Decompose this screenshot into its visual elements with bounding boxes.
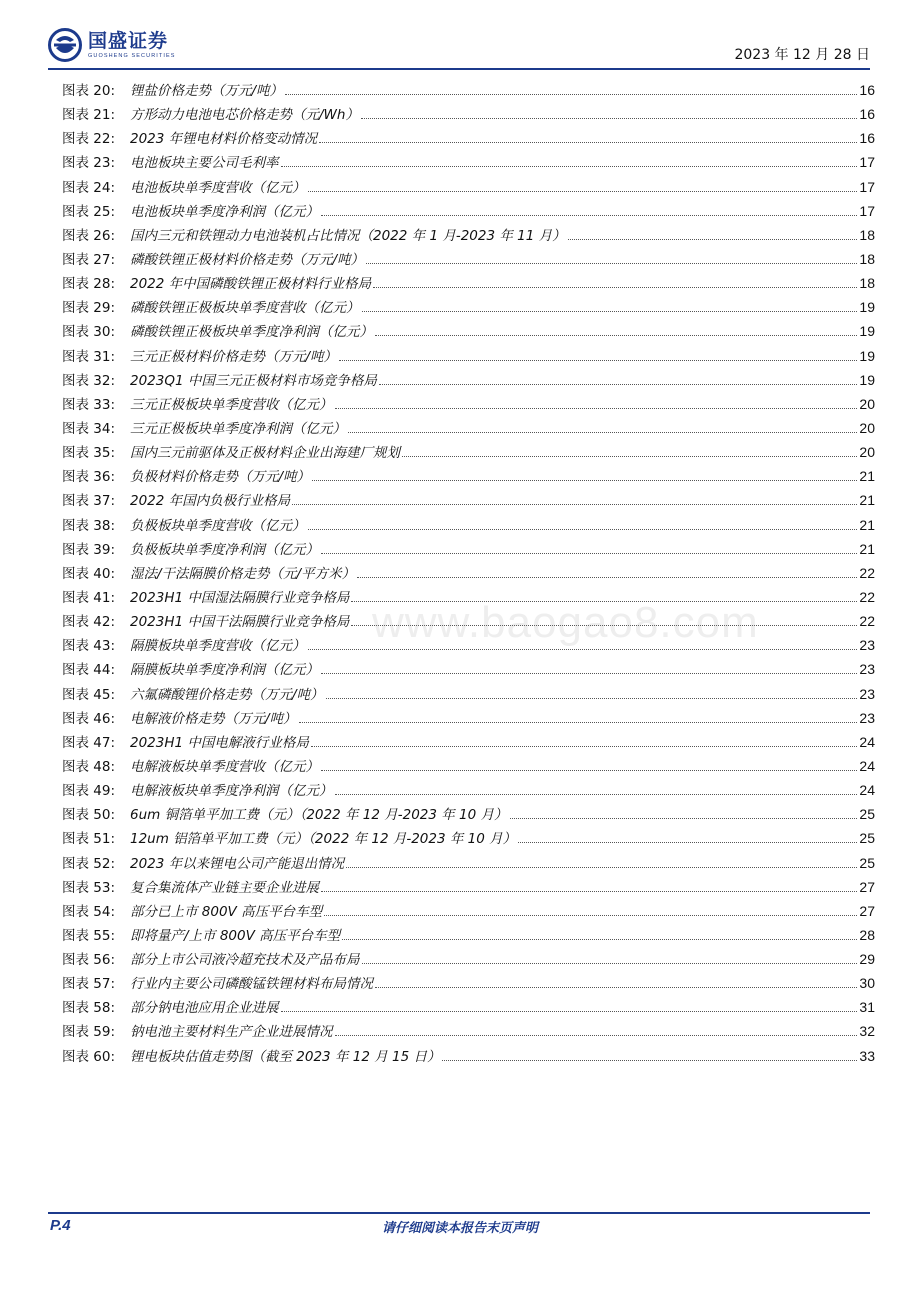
toc-entry-page[interactable]: 23: [859, 709, 875, 726]
toc-entry-title[interactable]: 2023 年以来锂电公司产能退出情况: [130, 855, 345, 872]
toc-dot-leader: [568, 238, 858, 240]
footer-disclaimer: 请仔细阅读本报告末页声明: [381, 1221, 538, 1236]
toc-entry-page[interactable]: 23: [859, 661, 875, 678]
toc-entry-label: 图表 38:: [62, 517, 116, 534]
toc-entry-label: 图表 20:: [62, 83, 116, 99]
toc-entry-label: 图表 60:: [62, 1048, 116, 1065]
toc-dot-leader: [285, 93, 857, 95]
toc-entry-title[interactable]: 部分上市公司液冷超充技术及产品布局: [130, 952, 360, 969]
toc-entry-page[interactable]: 22: [859, 564, 875, 581]
toc-entry-page[interactable]: 20: [859, 444, 875, 461]
toc-entry[interactable]: [62, 127, 875, 151]
toc-entry-title[interactable]: 2023H1 中国干法隔膜行业竞争格局: [130, 614, 350, 631]
toc-entry-title[interactable]: 6um 铜箔单平加工费（元）（2022 年 12 月-2023 年 10 月）: [130, 807, 508, 824]
toc-entry-title[interactable]: 磷酸铁锂正极板块单季度净利润（亿元）: [130, 324, 373, 341]
toc-entry-label: 图表 57:: [62, 976, 116, 993]
toc-dot-leader: [321, 890, 857, 892]
toc-entry-label: 图表 58:: [62, 1000, 116, 1017]
watermark: www.baogao8.com: [372, 598, 759, 647]
toc-entry-title[interactable]: 2023H1 中国电解液行业格局: [130, 734, 309, 751]
toc-entry-page[interactable]: 19: [859, 371, 875, 388]
toc-entry-title[interactable]: 负极板块单季度净利润（亿元）: [130, 541, 319, 558]
toc-entry-label: 图表 31:: [62, 348, 116, 365]
toc-entry-title[interactable]: 三元正极材料价格走势（万元/吨）: [130, 348, 338, 365]
toc-entry[interactable]: [62, 876, 875, 900]
toc-entry-label: 图表 36:: [62, 469, 116, 486]
toc-dot-leader: [335, 407, 858, 409]
toc-entry[interactable]: [62, 393, 875, 417]
toc-entry-label: 图表 43:: [62, 638, 116, 655]
toc-entry-title[interactable]: 负极板块单季度营收（亿元）: [130, 517, 306, 534]
toc-entry[interactable]: [62, 948, 875, 972]
toc-entry-label: 图表 35:: [62, 445, 116, 462]
toc-entry-title[interactable]: 隔膜板块单季度营收（亿元）: [130, 638, 306, 655]
toc-entry-label: 图表 40:: [62, 565, 116, 582]
toc-entry-page[interactable]: 16: [859, 130, 875, 147]
toc-entry-page[interactable]: 21: [859, 540, 875, 557]
toc-entry-page[interactable]: 24: [859, 733, 875, 750]
toc-entry-label: 图表 37:: [62, 493, 116, 510]
toc-dot-leader: [373, 286, 857, 288]
toc-entry-label: 图表 22:: [62, 131, 116, 148]
toc-entry-title[interactable]: 国内三元前驱体及正极材料企业出海建厂规划: [130, 445, 400, 462]
toc-entry-page[interactable]: 31: [859, 999, 875, 1016]
toc-entry-title[interactable]: 电解液板块单季度净利润（亿元）: [130, 783, 333, 800]
toc-dot-leader: [366, 262, 857, 264]
toc-entry-page[interactable]: 16: [859, 82, 875, 98]
toc-entry-label: 图表 49:: [62, 783, 116, 800]
toc-dot-leader: [342, 938, 857, 940]
toc-entry-title[interactable]: 锂盐价格走势（万元/吨）: [130, 83, 284, 99]
brand-logo: [48, 26, 176, 64]
toc-entry-title[interactable]: 部分已上市 800V 高压平台车型: [130, 903, 323, 920]
toc-entry[interactable]: [62, 658, 875, 682]
toc-entry-page[interactable]: 23: [859, 685, 875, 702]
toc-dot-leader: [346, 866, 857, 868]
toc-entry-page[interactable]: 30: [859, 975, 875, 992]
toc-dot-leader: [326, 697, 858, 699]
toc-entry[interactable]: [62, 538, 875, 562]
page-number: P.4: [50, 1217, 71, 1234]
toc-dot-leader: [362, 310, 858, 312]
toc-dot-leader: [312, 479, 857, 481]
toc-entry-page[interactable]: 23: [859, 637, 875, 654]
toc-entry[interactable]: [62, 465, 875, 489]
page-header: [48, 26, 870, 64]
toc-entry-page[interactable]: 17: [859, 178, 875, 195]
toc-entry-title[interactable]: 三元正极板块单季度净利润（亿元）: [130, 420, 346, 437]
toc-entry[interactable]: [62, 224, 875, 248]
toc-entry-title[interactable]: 钠电池主要材料生产企业进展情况: [130, 1024, 333, 1041]
toc-entry-page[interactable]: 24: [859, 757, 875, 774]
toc-dot-leader: [348, 431, 857, 433]
toc-entry-label: 图表 27:: [62, 251, 116, 268]
toc-dot-leader: [281, 165, 858, 167]
toc-entry-label: 图表 41:: [62, 589, 116, 606]
toc-entry-label: 图表 29:: [62, 300, 116, 317]
toc-entry-page[interactable]: 20: [859, 395, 875, 412]
toc-entry[interactable]: [62, 320, 875, 344]
toc-entry-title[interactable]: 三元正极板块单季度营收（亿元）: [130, 396, 333, 413]
toc-entry-label: 图表 42:: [62, 614, 116, 631]
footer-divider: [48, 1212, 870, 1214]
brand-name-en: GUOSHENG SECURITIES: [88, 53, 176, 59]
toc-entry-label: 图表 28:: [62, 276, 116, 293]
toc-dot-leader: [308, 190, 858, 192]
toc-dot-leader: [357, 576, 857, 578]
toc-dot-leader: [321, 769, 857, 771]
toc-entry[interactable]: [62, 755, 875, 779]
toc-entry-title[interactable]: 电解液板块单季度营收（亿元）: [130, 758, 319, 775]
toc-entry-title[interactable]: 电池板块单季度营收（亿元）: [130, 179, 306, 196]
toc-entry-page[interactable]: 17: [859, 202, 875, 219]
toc-entry[interactable]: [62, 1045, 875, 1069]
toc-entry-label: 图表 33:: [62, 396, 116, 413]
toc-entry-label: 图表 23:: [62, 155, 116, 172]
toc-entry-title[interactable]: 磷酸铁锂正极板块单季度营收（亿元）: [130, 300, 360, 317]
toc-dot-leader: [321, 214, 857, 216]
guosheng-logo-icon: [48, 28, 82, 62]
toc-entry-title[interactable]: 2023H1 中国湿法隔膜行业竞争格局: [130, 589, 350, 606]
toc-entry-page[interactable]: 24: [859, 782, 875, 799]
toc-dot-leader: [319, 141, 857, 143]
toc-entry-page[interactable]: 21: [859, 516, 875, 533]
toc-entry-title[interactable]: 隔膜板块单季度净利润（亿元）: [130, 662, 319, 679]
toc-entry[interactable]: [62, 417, 875, 441]
toc-entry-title[interactable]: 部分钠电池应用企业进展: [130, 1000, 279, 1017]
toc-entry[interactable]: [62, 489, 875, 513]
toc-entry[interactable]: [62, 200, 875, 224]
toc-entry[interactable]: [62, 248, 875, 272]
toc-entry-title[interactable]: 2023Q1 中国三元正极材料市场竞争格局: [130, 372, 377, 389]
toc-entry-title[interactable]: 行业内主要公司磷酸锰铁锂材料布局情况: [130, 976, 373, 993]
toc-entry-label: 图表 51:: [62, 831, 116, 848]
toc-dot-leader: [361, 117, 857, 119]
toc-entry-title[interactable]: 电解液价格走势（万元/吨）: [130, 710, 297, 727]
toc-entry-page[interactable]: 33: [859, 1047, 875, 1064]
toc-entry[interactable]: [62, 272, 875, 296]
toc-entry-title[interactable]: 六氟磷酸锂价格走势（万元/吨）: [130, 686, 324, 703]
toc-entry-page[interactable]: 17: [859, 154, 875, 171]
toc-dot-leader: [292, 503, 857, 505]
toc-entry-page[interactable]: 22: [859, 613, 875, 630]
toc-dot-leader: [311, 745, 858, 747]
toc-entry-label: 图表 56:: [62, 952, 116, 969]
toc-entry-page[interactable]: 32: [859, 1023, 875, 1040]
toc-entry-label: 图表 55:: [62, 927, 116, 944]
toc-entry-label: 图表 24:: [62, 179, 116, 196]
toc-entry-page[interactable]: 22: [859, 588, 875, 605]
toc-entry-page[interactable]: 20: [859, 419, 875, 436]
toc-entry-page[interactable]: 27: [859, 878, 875, 895]
toc-entry[interactable]: [62, 176, 875, 200]
toc-entry-page[interactable]: 29: [859, 951, 875, 968]
toc-entry-page[interactable]: 28: [859, 926, 875, 943]
toc-entry-title[interactable]: 锂电板块估值走势图（截至 2023 年 12 月 15 日）: [130, 1048, 441, 1065]
toc-entry[interactable]: [62, 683, 875, 707]
toc-dot-leader: [321, 552, 857, 554]
toc-entry-title[interactable]: 国内三元和铁锂动力电池装机占比情况（2022 年 1 月-2023 年 11 月）: [130, 227, 566, 244]
toc-entry[interactable]: [62, 803, 875, 827]
toc-dot-leader: [518, 841, 857, 843]
toc-entry[interactable]: [62, 345, 875, 369]
toc-dot-leader: [510, 817, 858, 819]
toc-entry-label: 图表 50:: [62, 807, 116, 824]
toc-entry[interactable]: [62, 562, 875, 586]
header-divider: [48, 68, 870, 70]
toc-entry-page[interactable]: 18: [859, 275, 875, 292]
toc-dot-leader: [375, 986, 857, 988]
toc-entry[interactable]: [62, 852, 875, 876]
toc-entry-label: 图表 32:: [62, 372, 116, 389]
toc-entry[interactable]: [62, 296, 875, 320]
toc-entry[interactable]: [62, 1020, 875, 1044]
toc-dot-leader: [375, 334, 857, 336]
toc-entry-page[interactable]: 21: [859, 468, 875, 485]
toc-dot-leader: [362, 962, 858, 964]
toc-dot-leader: [324, 914, 857, 916]
toc-dot-leader: [379, 383, 858, 385]
toc-entry-label: 图表 52:: [62, 855, 116, 872]
toc-entry-title[interactable]: 复合集流体产业链主要企业进展: [130, 879, 319, 896]
toc-entry-page[interactable]: 19: [859, 299, 875, 316]
toc-entry-title[interactable]: 电池板块主要公司毛利率: [130, 155, 279, 172]
toc-entry[interactable]: [62, 731, 875, 755]
toc-entry-label: 图表 21:: [62, 107, 116, 124]
toc-entry-label: 图表 54:: [62, 903, 116, 920]
toc-entry-label: 图表 44:: [62, 662, 116, 679]
toc-entry-label: 图表 30:: [62, 324, 116, 341]
report-date: 2023 年 12 月 28 日: [734, 47, 870, 63]
toc-dot-leader: [442, 1059, 857, 1061]
toc-entry[interactable]: [62, 996, 875, 1020]
toc-entry-title[interactable]: 2022 年中国磷酸铁锂正极材料行业格局: [130, 276, 372, 293]
brand-name-cn: 国盛证券: [88, 30, 169, 52]
toc-dot-leader: [321, 672, 857, 674]
toc-entry-label: 图表 46:: [62, 710, 116, 727]
toc-entry[interactable]: [62, 972, 875, 996]
toc-dot-leader: [335, 793, 858, 795]
toc-dot-leader: [281, 1010, 858, 1012]
toc-entry-page[interactable]: 25: [859, 830, 875, 847]
toc-entry-label: 图表 34:: [62, 420, 116, 437]
toc-entry[interactable]: [62, 151, 875, 175]
toc-entry-page[interactable]: 25: [859, 854, 875, 871]
toc-entry-title[interactable]: 即将量产/上市 800V 高压平台车型: [130, 927, 341, 944]
toc-entry[interactable]: [62, 369, 875, 393]
toc-entry-title[interactable]: 2023 年锂电材料价格变动情况: [130, 131, 318, 148]
toc-entry-label: 图表 45:: [62, 686, 116, 703]
toc-entry-page[interactable]: 27: [859, 902, 875, 919]
toc-entry-page[interactable]: 21: [859, 492, 875, 509]
toc-entry-page[interactable]: 19: [859, 323, 875, 340]
toc-entry[interactable]: [62, 900, 875, 924]
toc-entry-label: 图表 59:: [62, 1024, 116, 1041]
toc-entry[interactable]: [62, 79, 875, 103]
toc-entry[interactable]: [62, 707, 875, 731]
toc-entry-page[interactable]: 19: [859, 347, 875, 364]
toc-entry-title[interactable]: 2022 年国内负极行业格局: [130, 493, 291, 510]
figure-index-list: [62, 79, 875, 1069]
toc-entry-label: 图表 53:: [62, 879, 116, 896]
toc-entry[interactable]: [62, 103, 875, 127]
toc-dot-leader: [308, 648, 858, 650]
toc-entry-title[interactable]: 负极材料价格走势（万元/吨）: [130, 469, 311, 486]
toc-dot-leader: [339, 359, 857, 361]
toc-dot-leader: [308, 528, 858, 530]
toc-entry[interactable]: [62, 827, 875, 851]
toc-entry-title[interactable]: 方形动力电池电芯价格走势（元/Wh）: [130, 107, 359, 124]
toc-entry-page[interactable]: 25: [859, 806, 875, 823]
toc-entry-title[interactable]: 12um 铝箔单平加工费（元）（2022 年 12 月-2023 年 10 月）: [130, 831, 517, 848]
toc-entry[interactable]: [62, 924, 875, 948]
toc-entry-page[interactable]: 18: [859, 226, 875, 243]
toc-entry[interactable]: [62, 779, 875, 803]
toc-entry-label: 图表 48:: [62, 758, 116, 775]
toc-entry[interactable]: [62, 514, 875, 538]
toc-dot-leader: [299, 721, 858, 723]
toc-dot-leader: [335, 1034, 858, 1036]
toc-entry-label: 图表 25:: [62, 203, 116, 220]
toc-entry-page[interactable]: 18: [859, 250, 875, 267]
toc-entry-label: 图表 26:: [62, 227, 116, 244]
toc-entry[interactable]: [62, 441, 875, 465]
toc-entry-page[interactable]: 16: [859, 106, 875, 123]
toc-entry-title[interactable]: 磷酸铁锂正极材料价格走势（万元/吨）: [130, 251, 365, 268]
toc-dot-leader: [402, 455, 857, 457]
toc-entry-label: 图表 47:: [62, 734, 116, 751]
toc-entry-label: 图表 39:: [62, 541, 116, 558]
toc-entry-title[interactable]: 湿法/干法隔膜价格走势（元/平方米）: [130, 565, 356, 582]
toc-entry-title[interactable]: 电池板块单季度净利润（亿元）: [130, 203, 319, 220]
